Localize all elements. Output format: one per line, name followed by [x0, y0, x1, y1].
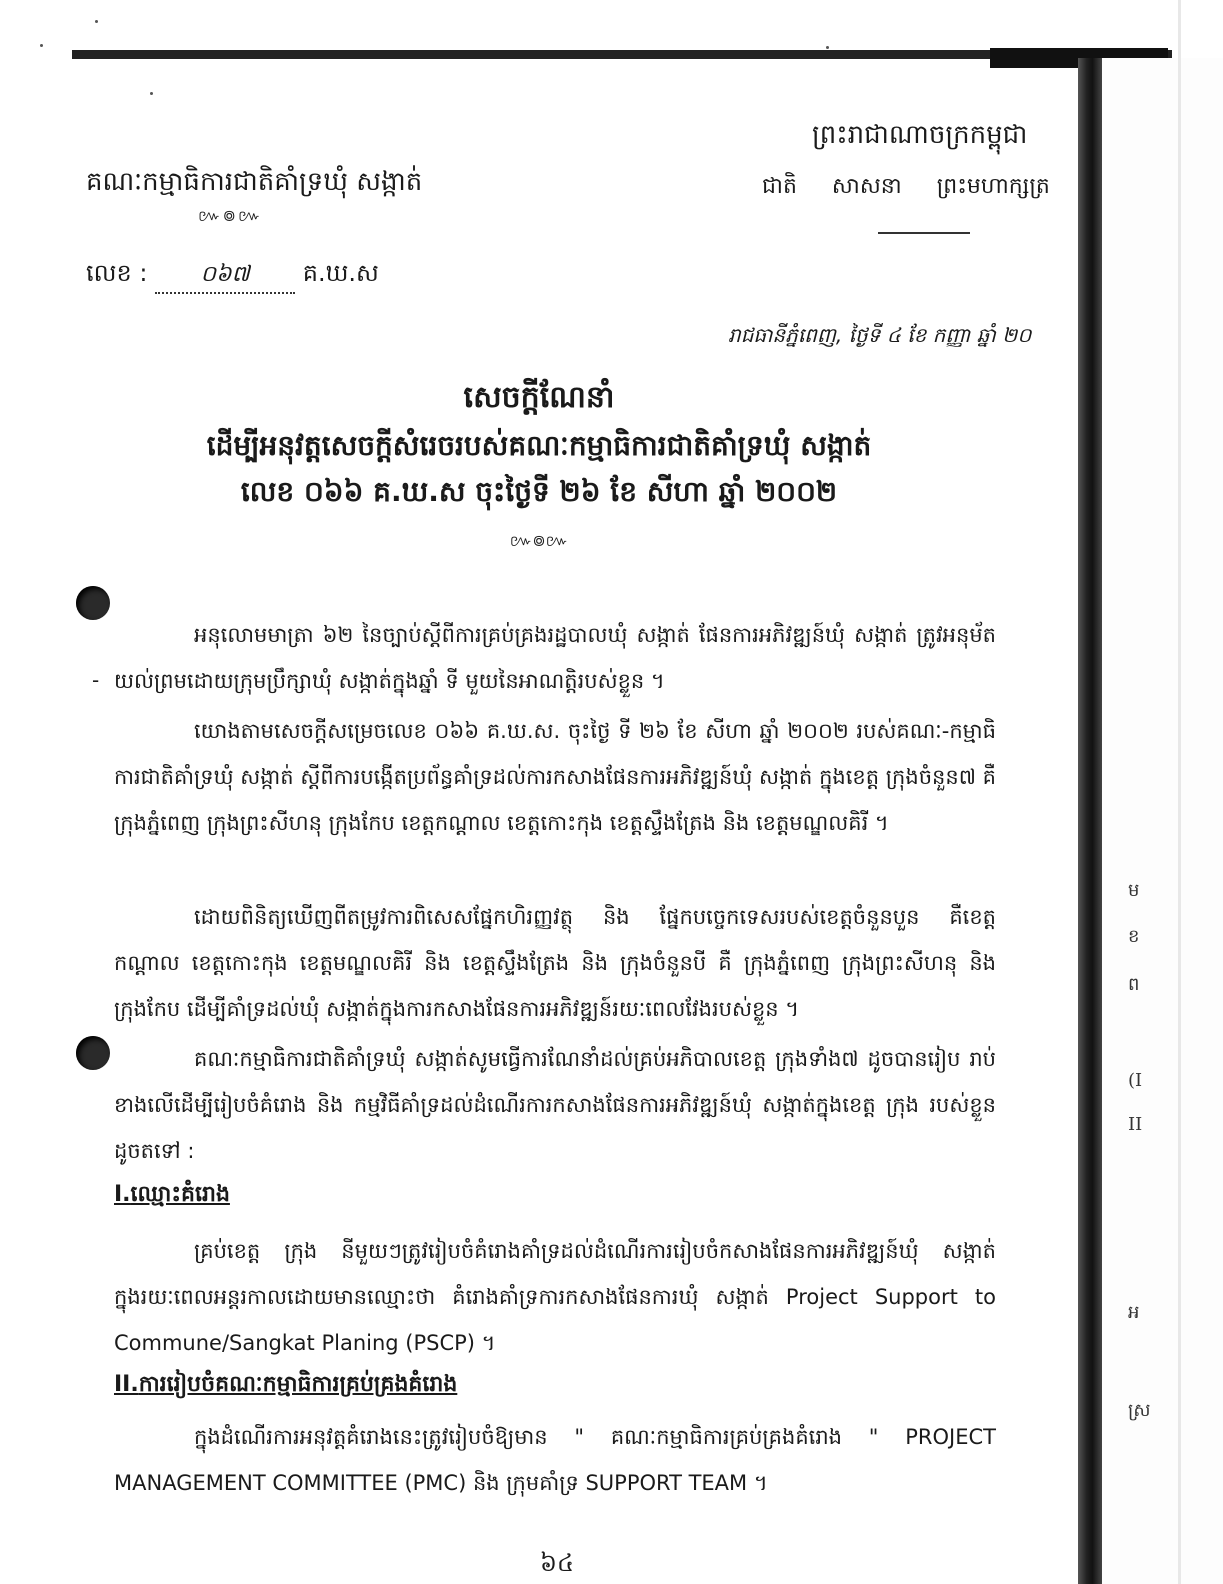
scan-speck — [826, 46, 829, 49]
scan-speck — [40, 44, 43, 47]
margin-fragment: II — [1128, 1114, 1143, 1135]
paragraph-2: យោងតាមសេចក្តីសម្រេចលេខ ០៦៦ គ.ឃ.ស. ចុះថ្ងៃ ទី ២៦ ខែ សីហា ឆ្នាំ ២០០២ របស់គណៈ-កម្មាធិការជាតិគាំទ្រឃុំ សង្កាត់ ស្តីពីការបង្កើតប្រព័ន្ធគាំទ្រដល់ការកសាងផែនការអភិវឌ្ឍន៍ឃុំ សង្កាត់ ក្នុងខេត្ត ក្រុងចំនួន៧ គឺ ក្រុងភ្នំពេញ ក្រុងព្រះសីហនុ ក្រុងកែប ខេត្តកណ្តាល ខេត្តកោះកុង ខេត្តស្ទឹងត្រែង និង ខេត្តមណ្ឌលគិរី ។ — [114, 719, 996, 835]
reference-number — [86, 258, 379, 294]
punch-hole-lower — [76, 1036, 110, 1070]
paragraph-4: គណៈកម្មាធិការជាតិគាំទ្រឃុំ សង្កាត់សូមធ្វើការណែនាំដល់គ្រប់អភិបាលខេត្ត ក្រុងទាំង៧ ដូចបានរៀប រាប់ខាងលើដើម្បីរៀបចំគំរោង និង កម្មវិធីគាំទ្រដល់ដំណើរការកសាងផែនការអភិវឌ្ឍន៍ឃុំ សង្កាត់ក្នុងខេត្ត ក្រុង របស់ខ្លួនដូចតទៅ : — [114, 1047, 996, 1163]
paragraph-3: ដោយពិនិត្យឃើញពីតម្រូវការពិសេសផ្នែកហិរញ្ញវត្ថុ និង ផ្នែកបច្ចេកទេសរបស់ខេត្តចំនួនបួន គឺខេត្ត កណ្តាល ខេត្តកោះកុង ខេត្តមណ្ឌលគិរី និង ខេត្តស្ទឹងត្រែង និង ក្រុងចំនួនបី គឺ ក្រុងភ្នំពេញ ក្រុងព្រះសីហនុ និង ក្រុងកែប ដើម្បីគាំទ្រដល់ឃុំ សង្កាត់ក្នុងការកសាងផែនការអភិវឌ្ឍន៍រយៈពេលវែងរបស់ខ្លួន ។ — [114, 905, 996, 1021]
margin-fragment: (I — [1128, 1070, 1143, 1091]
national-motto: ជាតិ សាសនា ព្រះមហាក្សត្រ — [762, 174, 1050, 199]
document-subtitle-reference: លេខ ០៦៦ គ.ឃ.ស ចុះថ្ងៃទី ២៦ ខែ សីហា ឆ្នាំ ២០០២ — [240, 475, 838, 508]
reference-suffix: គ.ឃ.ស — [302, 259, 379, 287]
margin-fragment: ម — [1128, 880, 1140, 901]
scan-border — [1178, 0, 1181, 1584]
paragraph-5: គ្រប់ខេត្ត ក្រុង នីមួយៗត្រូវរៀបចំគំរោងគាំទ្រដល់ដំណើរការរៀបចំកសាងផែនការអភិវឌ្ឍន៍ឃុំ សង្កាត់ ក្នុងរយៈពេលអន្តរកាលដោយមានឈ្មោះថា គំរោងគាំទ្រការកសាងផែនការឃុំ សង្កាត់ Project Support to Commune/Sangkat Planing (PSCP) ។ — [114, 1239, 996, 1355]
margin-dash: - — [92, 668, 100, 692]
section-title: ឈ្មោះគំរោង — [130, 1182, 230, 1207]
section-heading-2 — [114, 1370, 457, 1402]
section-number: II. — [114, 1372, 139, 1397]
margin-fragment: អ — [1128, 1302, 1140, 1323]
section-title: ការរៀបចំគណៈកម្មាធិការគ្រប់គ្រងគំរោង — [138, 1372, 458, 1397]
reference-value: ០៦៧ — [155, 260, 295, 294]
document-subtitle: ដើម្បីអនុវត្តសេចក្តីសំរេចរបស់គណៈកម្មាធិការជាតិគាំទ្រឃុំ សង្កាត់ — [206, 429, 872, 462]
section-heading-1 — [114, 1180, 230, 1212]
motto-underline — [878, 232, 970, 234]
margin-fragment: ព — [1128, 974, 1140, 995]
reference-label: លេខ : — [86, 259, 148, 287]
date-line: រាជធានីភ្នំពេញ, ថ្ងៃទី ៤ ខែ កញ្ញា ឆ្នាំ ២០ — [728, 323, 1032, 347]
scan-speck — [95, 20, 98, 23]
margin-fragment: ខ — [1128, 926, 1140, 947]
paragraph-1: អនុលោមមាត្រា ៦២ នៃច្បាប់ស្តីពីការគ្រប់គ្រងរដ្ឋបាលឃុំ សង្កាត់ ផែនការអភិវឌ្ឍន៍ឃុំ សង្កាត់ ត្រូវអនុម័តយល់ព្រមដោយក្រុមប្រឹក្សាឃុំ សង្កាត់ក្នុងឆ្នាំ ទី មួយនៃអាណត្តិរបស់ខ្លួន ។ — [114, 623, 996, 693]
next-page-strip — [1102, 58, 1223, 1584]
title-ornament: ៚៙៚ — [509, 531, 569, 550]
paragraph-6: ក្នុងដំណើរការអនុវត្តគំរោងនេះត្រូវរៀបចំឱ្យមាន " គណៈកម្មាធិការគ្រប់គ្រងគំរោង " PROJECT MANAGEMENT COMMITTEE (PMC) និង ក្រុមគាំទ្រ SUPPORT TEAM ។ — [114, 1425, 996, 1495]
ornament-divider: ៚៙៚ — [198, 206, 263, 225]
section-number: I. — [114, 1182, 131, 1207]
kingdom-heading: ព្រះរាជាណាចក្រកម្ពុជា — [812, 120, 1028, 150]
scan-binding-edge — [1078, 58, 1102, 1584]
page-number: ៦៤ — [540, 1549, 574, 1577]
committee-name: គណៈកម្មាធិការជាតិគាំទ្រឃុំ សង្កាត់ — [86, 167, 423, 197]
margin-fragment: ស្រ — [1128, 1400, 1151, 1421]
scan-speck — [150, 92, 153, 95]
punch-hole-upper — [76, 586, 110, 620]
document-title: សេចក្តីណែនាំ — [463, 380, 615, 415]
